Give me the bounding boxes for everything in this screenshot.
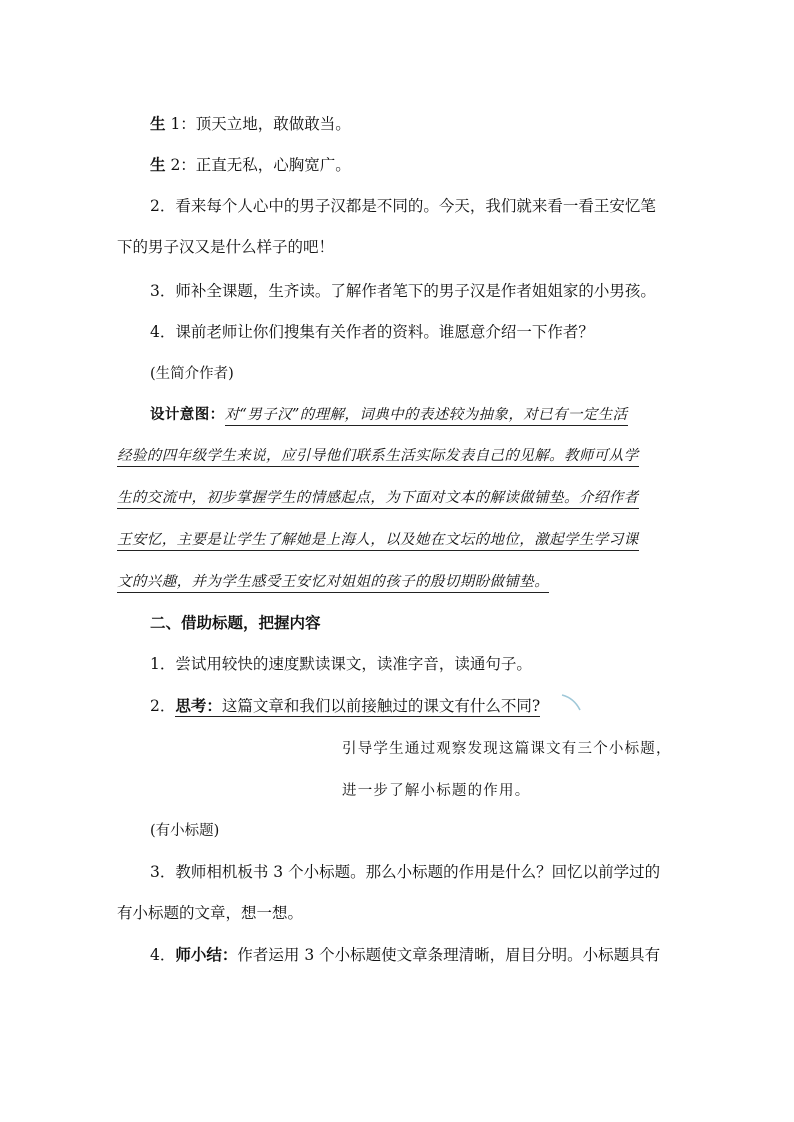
design-intent-line <box>117 488 639 508</box>
annotation-note: 引导学生通过观察发现这篇课文有三个小标题， <box>342 741 672 757</box>
paragraph-line: 3．教师相机板书 3 个小标题。那么小标题的作用是什么？回忆以前学过的 <box>150 863 661 881</box>
design-intent-text: 对“男子汉”的理解，词典中的表述较为抽象，对已有一定生活 <box>225 407 628 426</box>
design-intent-line <box>117 446 639 466</box>
student-label: 生 <box>150 114 166 133</box>
paragraph-line: 1．尝试用较快的速度默读课文，读准字音，读通句子。 <box>150 655 532 673</box>
student-label: 生 <box>150 155 166 174</box>
annotation-curve-icon <box>560 692 584 714</box>
student-answer-text: 1：顶天立地，敢做敢当。 <box>165 115 351 133</box>
design-intent-text: 生的交流中，初步掌握学生的情感起点，为下面对文本的解读做铺垫。介绍作者 <box>117 490 639 509</box>
design-intent-label: 设计意图： <box>150 406 225 423</box>
student-answer-1 <box>150 114 351 134</box>
design-intent-text: 经验的四年级学生来说，应引导他们联系生活实际发表自己的见解。教师可从学 <box>117 448 639 467</box>
paragraph-line: 2．看来每个人心中的男子汉都是不同的。今天，我们就来看一看王安忆笔 <box>150 197 656 215</box>
design-intent-line <box>117 530 639 550</box>
think-text: 这篇文章和我们以前接触过的课文有什么不同? <box>221 697 541 715</box>
section-heading: 二、借助标题，把握内容 <box>150 613 321 632</box>
think-question <box>150 696 540 716</box>
teacher-summary <box>150 945 660 965</box>
paragraph-line: 下的男子汉又是什么样子的吧！ <box>117 238 335 256</box>
design-intent-text: 文的兴趣，并为学生感受王安忆对姐姐的孩子的殷切期盼做铺垫。 <box>117 574 549 593</box>
student-answer-text: 2：正直无私，心胸宽广。 <box>165 156 351 174</box>
parenthetical-note: (有小标题) <box>150 823 220 839</box>
student-answer-2 <box>150 155 351 175</box>
paragraph-line: 有小标题的文章，想一想。 <box>117 904 304 922</box>
item-number: 4． <box>150 946 176 964</box>
annotation-note: 进一步了解小标题的作用。 <box>342 783 531 799</box>
design-intent-text: 王安忆，主要是让学生了解她是上海人，以及她在文坛的地位，激起学生学习课 <box>117 532 639 551</box>
paragraph-line: 3．师补全课题，生齐读。了解作者笔下的男子汉是作者姐姐家的小男孩。 <box>150 282 656 300</box>
think-label: 思考： <box>175 696 222 715</box>
design-intent-line <box>150 405 628 425</box>
item-number: 2． <box>150 697 176 715</box>
paragraph-line: 4．课前老师让你们搜集有关作者的资料。谁愿意介绍一下作者？ <box>150 323 594 341</box>
teacher-summary-text: 作者运用 3 个小标题使文章条理清晰，眉目分明。小标题具有 <box>237 946 661 964</box>
design-intent-line <box>117 572 549 592</box>
teacher-summary-label: 师小结： <box>175 945 238 964</box>
parenthetical-note: (生简介作者) <box>150 366 234 382</box>
